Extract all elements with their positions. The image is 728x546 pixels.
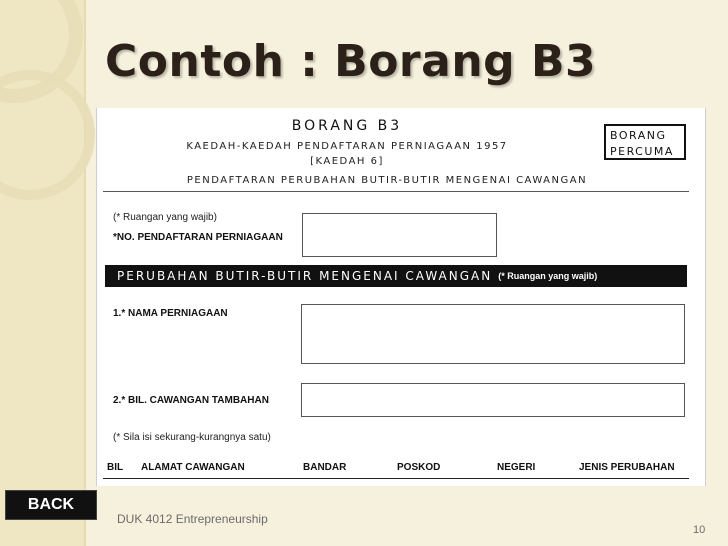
free-form-badge	[604, 124, 686, 160]
section-header	[105, 265, 687, 287]
reg-no-label: *NO. PENDAFTARAN PERNIAGAAN	[113, 232, 283, 243]
column-header: ALAMAT CAWANGAN	[141, 462, 245, 473]
business-name-label: 1.* NAMA PERNIAGAAN	[113, 308, 228, 319]
page-number: 10	[693, 524, 706, 536]
divider	[103, 191, 689, 192]
slide-title: Contoh : Borang B3	[105, 36, 597, 87]
column-header: NEGERI	[497, 462, 536, 473]
form-subtitle: KAEDAH-KAEDAH PENDAFTARAN PERNIAGAAN 1957	[186, 141, 508, 152]
free-badge-line: PERCUMA	[610, 145, 674, 158]
left-decor-line	[84, 0, 86, 546]
form-subtitle: [KAEDAH 6]	[310, 156, 384, 167]
table-header-row	[103, 462, 689, 479]
section-note: (* Ruangan yang wajib)	[498, 271, 598, 281]
column-header: BANDAR	[303, 462, 347, 473]
form-image	[96, 108, 706, 486]
fill-note: (* Sila isi sekurang-kurangnya satu)	[113, 432, 271, 443]
required-note: (* Ruangan yang wajib)	[113, 212, 217, 223]
column-header: POSKOD	[397, 462, 441, 473]
form-title: BORANG B3	[291, 118, 403, 134]
column-header: BIL	[107, 462, 124, 473]
section-title: PERUBAHAN BUTIR-BUTIR MENGENAI CAWANGAN	[117, 269, 493, 283]
branch-count-field	[301, 383, 685, 417]
back-button[interactable]: BACK	[5, 490, 97, 520]
free-badge-line: BORANG	[610, 129, 667, 142]
branch-count-label: 2.* BIL. CAWANGAN TAMBAHAN	[113, 395, 269, 406]
business-name-field	[301, 304, 685, 364]
reg-no-field	[302, 213, 497, 257]
footer-text: DUK 4012 Entrepreneurship	[117, 512, 268, 526]
form-subtitle: PENDAFTARAN PERUBAHAN BUTIR-BUTIR MENGENAI CAWANGAN	[186, 175, 588, 186]
column-header: JENIS PERUBAHAN	[579, 462, 675, 473]
